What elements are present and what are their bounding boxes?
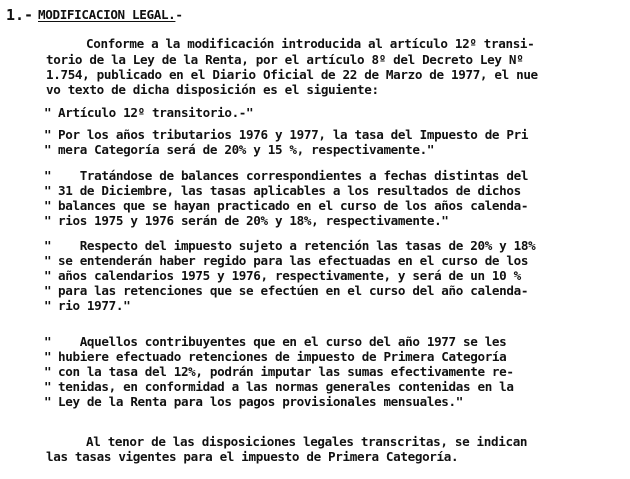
- quote-line: tenidas, en conformidad a las normas generales contenidas en la: [58, 379, 514, 394]
- intro-line: vo texto de dicha disposición es el siguiente:: [46, 82, 379, 97]
- quote-line: para las retenciones que se efectúen en el curso del año calenda-: [58, 283, 529, 298]
- quote-mark: ": [44, 364, 52, 379]
- quote-mark: ": [44, 283, 52, 298]
- quote-line: se entenderán haber regido para las efectuadas en el curso de los: [58, 253, 529, 268]
- quote-line: mera Categoría será de 20% y 15 %, respectivamente.": [58, 142, 435, 157]
- section-title-suffix: -: [175, 7, 183, 22]
- quote-line: Ley de la Renta para los pagos provisionales mensuales.": [58, 394, 463, 409]
- quote-line: Respecto del impuesto sujeto a retención las tasas de 20% y 18%: [58, 238, 536, 253]
- quote-mark: ": [44, 168, 52, 183]
- quote-line: Tratándose de balances correspondientes a fechas distintas del: [58, 168, 529, 183]
- quote-mark: ": [44, 334, 52, 349]
- quote-line: 31 de Diciembre, las tasas aplicables a los resultados de dichos: [58, 183, 521, 198]
- quote-mark: ": [44, 198, 52, 213]
- quote-mark: ": [44, 105, 52, 120]
- quote-line: hubiere efectuado retenciones de impuesto de Primera Categoría: [58, 349, 507, 364]
- section-heading: [38, 7, 183, 22]
- intro-line: Conforme a la modificación introducida al artículo 12º transi-: [86, 36, 535, 51]
- quote-mark: ": [44, 394, 52, 409]
- quote-mark: ": [44, 213, 52, 228]
- quote-mark: ": [44, 379, 52, 394]
- quote-line: Por los años tributarios 1976 y 1977, la tasa del Impuesto de Pri: [58, 127, 529, 142]
- quote-line: balances que se hayan practicado en el curso de los años calenda-: [58, 198, 529, 213]
- section-title: MODIFICACION LEGAL.: [38, 7, 176, 22]
- quote-title: Artículo 12º transitorio.-": [58, 105, 254, 120]
- quote-mark: ": [44, 298, 52, 313]
- section-number: 1.-: [6, 6, 34, 24]
- quote-line: con la tasa del 12%, podrán imputar las sumas efectivamente re-: [58, 364, 514, 379]
- closing-line: las tasas vigentes para el impuesto de Primera Categoría.: [46, 449, 459, 464]
- quote-line: rios 1975 y 1976 serán de 20% y 18%, respectivamente.": [58, 213, 449, 228]
- quote-line: rio 1977.": [58, 298, 131, 313]
- intro-line: 1.754, publicado en el Diario Oficial de 22 de Marzo de 1977, el nue: [46, 67, 538, 82]
- quote-mark: ": [44, 183, 52, 198]
- quote-line: años calendarios 1975 y 1976, respectivamente, y será de un 10 %: [58, 268, 521, 283]
- quote-mark: ": [44, 238, 52, 253]
- quote-mark: ": [44, 268, 52, 283]
- quote-mark: ": [44, 253, 52, 268]
- quote-line: Aquellos contribuyentes que en el curso del año 1977 se les: [58, 334, 507, 349]
- quote-mark: ": [44, 127, 52, 142]
- intro-line: torio de la Ley de la Renta, por el artículo 8º del Decreto Ley Nº: [46, 52, 524, 67]
- quote-mark: ": [44, 349, 52, 364]
- closing-line: Al tenor de las disposiciones legales transcritas, se indican: [86, 434, 528, 449]
- quote-mark: ": [44, 142, 52, 157]
